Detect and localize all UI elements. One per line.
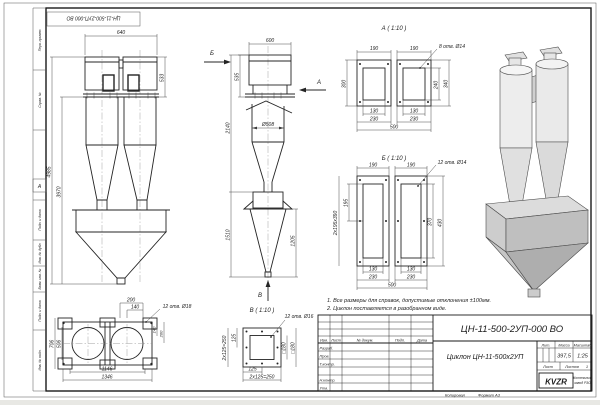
dim-label: 190 [406, 162, 416, 169]
dim-label: 230 [368, 274, 378, 281]
side-view [204, 38, 326, 301]
dim-label: 640 [116, 30, 126, 36]
isometric-view [486, 47, 588, 297]
section-v-view [222, 308, 314, 382]
view-arrow-label: Б [210, 51, 214, 57]
margin-label: Перв. примен. [38, 28, 42, 52]
holes-callout: 12 отв. Ø18 [162, 304, 192, 310]
note-line: 2. Циклон поставляется в разобранном виде. [327, 306, 447, 312]
sheets-label: Листов [565, 365, 579, 369]
dim-label: 190 [368, 162, 378, 169]
dim-label: 300 [341, 79, 348, 89]
col-header: Изм. [319, 338, 329, 343]
dim-label: □180 [281, 342, 288, 354]
dim-label: 370 [427, 217, 434, 227]
dim-label: 230 [409, 116, 419, 123]
format-label: Формат А3 [478, 392, 500, 398]
dim-label: 1346 [101, 374, 113, 381]
margin-label: Справ. № [38, 92, 42, 108]
margin-label: Инв. № дубл. [38, 242, 42, 264]
col-header: № докум. [356, 338, 374, 343]
dim-label: 4985 [46, 166, 53, 178]
row-label: Пров. [319, 354, 330, 359]
stamp-designation: ЦН-11-500-2УП-000 ВО [66, 14, 121, 21]
dim-label: 125 [248, 366, 257, 373]
dim-label: 130 [369, 108, 379, 115]
logo-caption: Котельный [573, 376, 592, 380]
view-arrow-label: В [257, 293, 263, 299]
dim-label: 600 [265, 38, 275, 44]
product-name: Циклон ЦН-11-500х2УП [446, 354, 524, 361]
dim-label: 535 [234, 72, 241, 82]
dim-label: 2х125=250 [222, 335, 228, 361]
dim-label: 1205 [290, 235, 297, 247]
notes [326, 298, 491, 312]
front-view [47, 30, 171, 284]
sheets-value: 1 [585, 364, 589, 369]
drawing-designation: ЦН-11-500-2УП-000 ВО [460, 324, 564, 335]
col-header: Подп. [394, 338, 406, 343]
dim-label: 1146 [101, 366, 113, 373]
col-header: Лист [331, 338, 341, 343]
section-title: Б ( 1:10 ) [381, 156, 407, 162]
section-b-view [333, 156, 467, 290]
mass-label: Масса [558, 343, 570, 348]
row-label: Т.контр. [319, 362, 335, 367]
dim-label: 190 [409, 46, 419, 52]
dim-label: 2х125=250 [249, 374, 275, 381]
dim-label: 706 [49, 339, 56, 349]
row-label: Н.контр. [319, 378, 336, 383]
dim-label: 125 [231, 333, 238, 343]
view-arrow-label: А [316, 80, 322, 86]
dim-label: 130 [406, 266, 416, 273]
dim-label: 533 [159, 73, 166, 83]
dim-label: 200 [126, 297, 136, 304]
mass-value: 397,5 [557, 353, 571, 360]
dim-label: 230 [406, 274, 416, 281]
dim-label: □180 [290, 342, 297, 354]
holes-callout: 8 отв. Ø14 [439, 44, 465, 50]
dim-label: 500 [389, 124, 399, 131]
copied-label: Копировал [445, 392, 465, 398]
openings-label: 2х195х390 [333, 210, 339, 236]
section-title: В ( 1:10 ) [249, 308, 275, 314]
scale-label: Масштаб [573, 343, 592, 348]
logo-caption: завод РЗО [574, 381, 591, 385]
margin-label: Взам. инв. № [38, 268, 42, 290]
col-header: Дата [416, 338, 428, 343]
dim-label: 506 [56, 339, 63, 349]
note-line: 1. Все размеры для справок, допустимые отклонения ±100мм. [327, 298, 492, 304]
zone-marker: А [37, 184, 42, 190]
section-a-view [342, 26, 466, 132]
dim-label: 230 [369, 116, 379, 123]
dim-label: 195 [343, 198, 350, 208]
dim-label: 200 [158, 330, 164, 338]
section-title: А ( 1:10 ) [381, 26, 407, 32]
dim-label: 140 [130, 304, 140, 311]
lit-label: Лит. [541, 343, 551, 348]
dim-label: 240 [433, 80, 440, 90]
dim-label: 2140 [225, 122, 232, 134]
dim-label: 340 [443, 79, 450, 89]
dim-label: 1510 [225, 229, 232, 241]
sheet-label: Лист [543, 365, 553, 369]
title-block [318, 315, 592, 398]
dim-label: 500 [387, 282, 397, 289]
plan-view [50, 298, 192, 383]
scale-value: 1:25 [577, 353, 588, 360]
dim-label: 140 [151, 326, 157, 334]
row-label: Утв. [319, 386, 329, 391]
dim-label: 430 [437, 218, 444, 228]
company-logo: KVZR [545, 377, 567, 387]
row-label: Разраб. [319, 346, 334, 351]
holes-callout: 12 отв. Ø14 [437, 160, 467, 166]
margin-label: Подп. и дата [38, 209, 42, 231]
dim-label: Ø508 [261, 122, 275, 128]
margin-label: Подп. и дата [38, 300, 42, 322]
dim-label: 3970 [56, 186, 63, 198]
dim-label: 130 [368, 266, 378, 273]
margin-label: Инв. № подл. [38, 349, 42, 371]
dim-label: 190 [369, 46, 379, 52]
holes-callout: 12 отв. Ø16 [284, 314, 314, 320]
dim-label: 130 [409, 108, 419, 115]
